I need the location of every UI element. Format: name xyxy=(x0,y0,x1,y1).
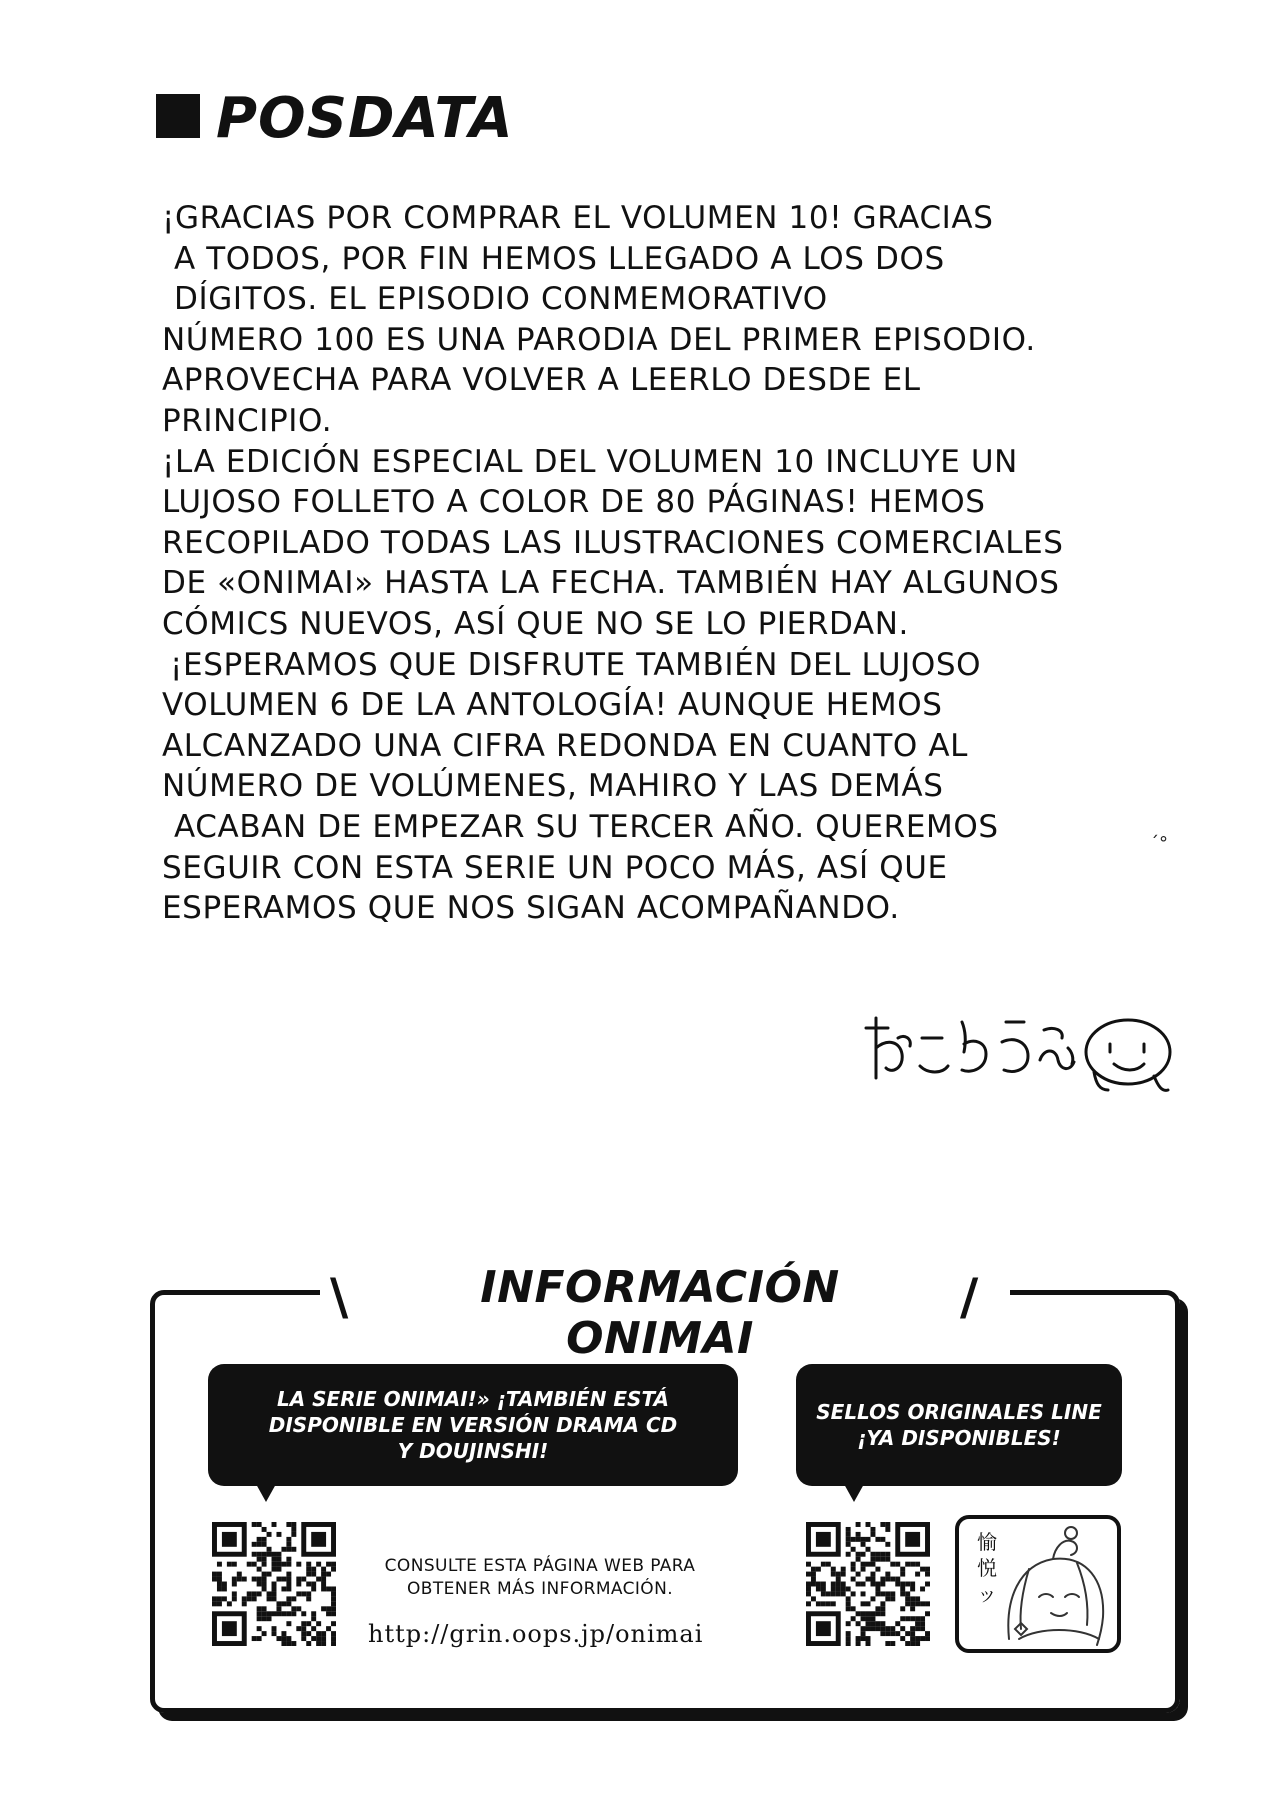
afterword-line: VOLUMEN 6 DE LA ANTOLOGÍA! AUNQUE HEMOS xyxy=(162,687,943,724)
afterword-line: ALCANZADO UNA CIFRA REDONDA EN CUANTO AL xyxy=(162,727,968,764)
afterword-line: LUJOSO FOLLETO A COLOR DE 80 PÁGINAS! HEMOS xyxy=(162,484,986,521)
bubble-line: ¡YA DISPONIBLES! xyxy=(857,1426,1061,1450)
afterword-line: ¡GRACIAS POR COMPRAR EL VOLUMEN 10! GRACIAS xyxy=(162,200,994,236)
afterword-line: ESPERAMOS QUE NOS SIGAN ACOMPAÑANDO. xyxy=(162,890,900,927)
afterword-line: SEGUIR CON ESTA SERIE UN POCO MÁS, ASÍ QUE xyxy=(162,849,948,886)
line-sticker-preview xyxy=(955,1515,1121,1653)
afterword-line: CÓMICS NUEVOS, ASÍ QUE NO SE LO PIERDAN. xyxy=(162,605,909,642)
afterword-line: RECOPILADO TODAS LAS ILUSTRACIONES COMERCIALES xyxy=(162,524,1064,561)
afterword-line: ACABAN DE EMPEZAR SU TERCER AÑO. QUEREMOS xyxy=(174,808,999,845)
sticker-caption: 愉悦ッ xyxy=(977,1530,997,1606)
qr-code-icon[interactable] xyxy=(806,1522,930,1646)
page-title: POSDATA xyxy=(216,86,514,151)
afterword-line: ¡ESPERAMOS QUE DISFRUTE TAMBIÉN DEL LUJOSO xyxy=(170,646,982,683)
website-link[interactable]: http://grin.oops.jp/onimai xyxy=(368,1620,704,1648)
bubble-line: SELLOS ORIGINALES LINE xyxy=(816,1400,1102,1424)
afterword-line: NÚMERO 100 ES UNA PARODIA DEL PRIMER EPISODIO. xyxy=(162,321,1036,358)
title-square-icon xyxy=(156,94,200,138)
bubble-line: DISPONIBLE EN VERSIÓN DRAMA CD xyxy=(268,1413,678,1437)
signature-nekotofu xyxy=(858,1008,1178,1098)
line-stickers-bubble xyxy=(796,1364,1122,1486)
bubble-line: LA SERIE ONIMAI!» ¡TAMBIÉN ESTÁ xyxy=(276,1387,670,1411)
afterword-line: NÚMERO DE VOLÚMENES, MAHIRO Y LAS DEMÁS xyxy=(162,768,944,805)
afterword-line: APROVECHA PARA VOLVER A LEERLO DESDE EL xyxy=(162,362,921,399)
consult-line: CONSULTE ESTA PÁGINA WEB PARA xyxy=(384,1556,696,1576)
afterword-line: DE «ONIMAI» HASTA LA FECHA. TAMBIÉN HAY ALGUNOS xyxy=(162,565,1060,602)
afterword-line: ¡LA EDICIÓN ESPECIAL DEL VOLUMEN 10 INCLUYE UN xyxy=(162,443,1018,480)
consult-text xyxy=(360,1555,720,1601)
afterword-line: DÍGITOS. EL EPISODIO CONMEMORATIVO xyxy=(174,281,828,318)
stray-mark: ´° xyxy=(1150,833,1168,854)
afterword-text xyxy=(162,198,1162,929)
title-slash-right: / xyxy=(960,1268,979,1326)
consult-line: OBTENER MÁS INFORMACIÓN. xyxy=(406,1579,674,1599)
title-slash-left: \ xyxy=(330,1268,349,1326)
drama-cd-bubble xyxy=(208,1364,738,1486)
afterword-line: A TODOS, POR FIN HEMOS LLEGADO A LOS DOS xyxy=(174,240,945,277)
qr-code-icon[interactable] xyxy=(212,1522,336,1646)
info-title: INFORMACIÓN ONIMAI xyxy=(480,1262,840,1364)
bubble-line: Y DOUJINSHI! xyxy=(397,1439,549,1463)
afterword-line: PRINCIPIO. xyxy=(162,402,333,439)
